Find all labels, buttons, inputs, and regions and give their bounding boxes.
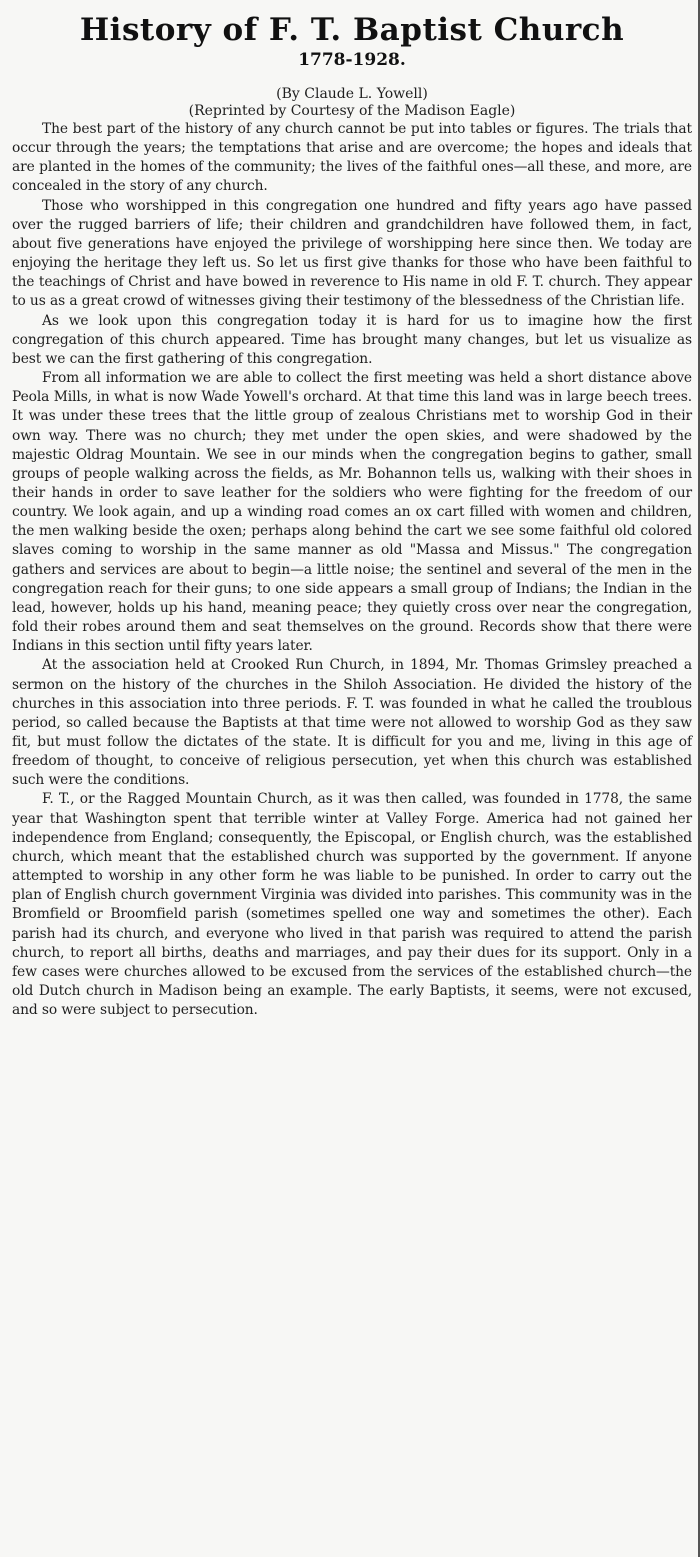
paragraph-4: From all information we are able to collect the first meeting was held a short distance above Peola Mills, in what is now Wade Yowell's orchard. At that time this land was in large beech trees. It was under these trees that the little group of zealous Christians met to worship God in their own way. There was no church; they met under the open skies, and were shadowed by the majestic Oldrag Mountain. We see in our minds when the congregation begins to gather, small groups of people walking across the fields, as Mr. Bohannon tells us, walking with their shoes in their hands in order to save leather for the soldiers who were fighting for the freedom of our country. We look again, and up a winding road comes an ox cart filled with women and children, the men walking beside the oxen; perhaps along behind the cart we see some faithful old colored slaves coming to worship in the same manner as old "Massa and Missus." The congregation gathers and services are about to begin—a little noise; the sentinel and several of the men in the congregation reach for their guns; to one side appears a small group of Indians; the Indian in the lead, however, holds up his hand, meaning peace; they quietly cross over near the congregation, fold their robes around them and seat themselves on the ground. Records show that there were Indians in this section until fifty years later. xyxy=(12,370,692,655)
byline: (By Claude L. Yowell) xyxy=(276,86,428,102)
paragraph-5: At the association held at Crooked Run Church, in 1894, Mr. Thomas Grimsley preached a sermon on the history of the churches in the Shiloh Association. He divided the history of the churches in this association into three periods. F. T. was founded in what he called the troublous period, so called because the Baptists at that time were not allowed to worship God as they saw fit, but must follow the dictates of the state. It is difficult for you and me, living in this age of freedom of thought, to conceive of religious persecution, yet when this church was established such were the conditions. xyxy=(12,657,692,789)
reprint-credit: (Reprinted by Courtesy of the Madison Eagle) xyxy=(188,103,516,119)
paragraph-6: F. T., or the Ragged Mountain Church, as it was then called, was founded in 1778, the same year that Washington spent that terrible winter at Valley Forge. America had not gained her independence from England; consequently, the Episcopal, or English church, was the established church, which meant that the established church was supported by the government. If anyone attempted to worship in any other form he was liable to be punished. In order to carry out the plan of English church government Virginia was divided into parishes. This community was in the Bromfield or Broomfield parish (sometimes spelled one way and sometimes the other). Each parish had its church, and everyone who lived in that parish was required to attend the parish church, to report all births, deaths and marriages, and pay their dues for its support. Only in a few cases were churches allowed to be excused from the services of the established church—the old Dutch church in Madison being an example. The early Baptists, it seems, were not excused, and so were subject to persecution. xyxy=(12,791,692,1019)
paragraph-3: As we look upon this congregation today it is hard for us to imagine how the first congregation of this church appeared. Time has brought many changes, but let us visualize as best we can the first gathering of this congregation. xyxy=(12,312,692,367)
paragraph-2: Those who worshipped in this congregation one hundred and fifty years ago have passed over the rugged barriers of life; their children and grandchildren have followed them, in fact, about five generations have enjoyed the privilege of worshipping here since then. We today are enjoying the heritage they left us. So let us first give thanks for those who have been faithful to the teachings of Christ and have bowed in reverence to His name in old F. T. church. They appear to us as a great crowd of witnesses giving their testimony of the blessedness of the Christian life. xyxy=(12,197,692,310)
paragraph-1: The best part of the history of any church cannot be put into tables or figures. The trials that occur through the years; the temptations that arise and are overcome; the hopes and ideals that are planted in the homes of the community; the lives of the faithful ones—all these, and more, are concealed in the story of any church. xyxy=(12,121,692,195)
year-range: 1778-1928. xyxy=(298,50,406,70)
headline: History of F. T. Baptist Church xyxy=(79,12,625,48)
